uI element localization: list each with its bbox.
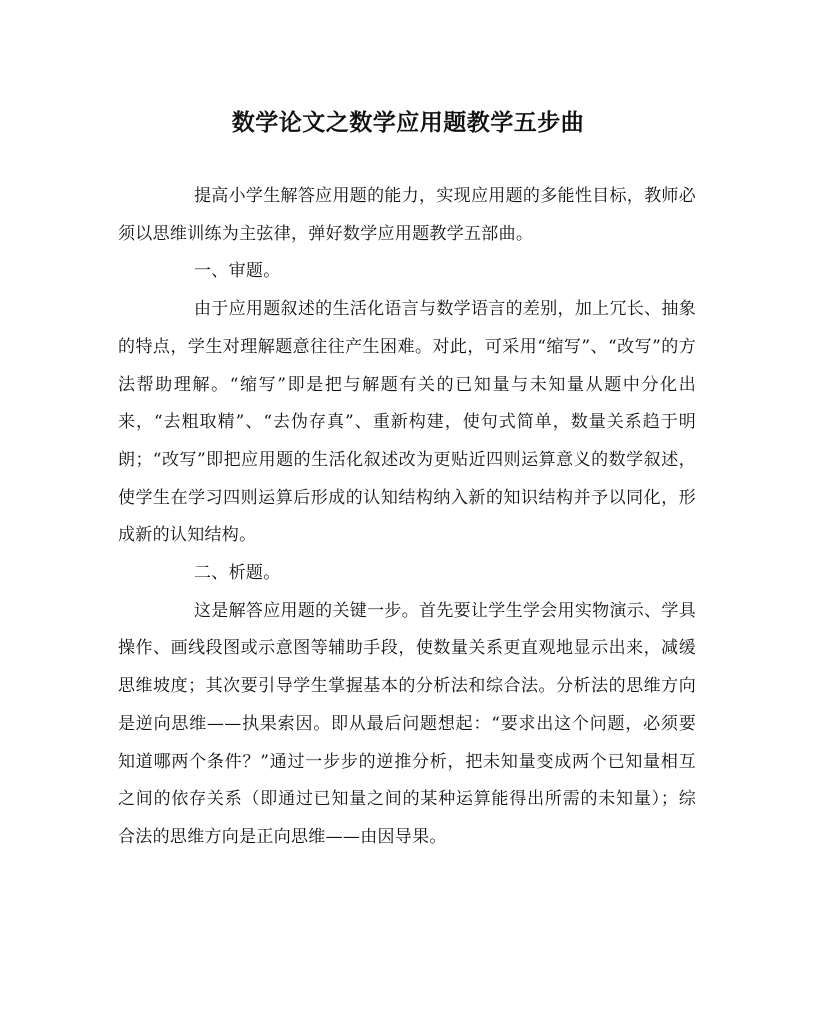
- section-heading-xiti: 二、析题。: [194, 563, 281, 584]
- document-title: 数学论文之数学应用题教学五步曲: [231, 110, 585, 136]
- intro-paragraph: 提高小学生解答应用题的能力，实现应用题的多能性目标，教师必须以思维训练为主弦律，弹好数学应用题教学五部曲。: [118, 186, 696, 244]
- section-heading-shenti: 一、审题。: [194, 261, 281, 282]
- section-paragraph-xiti: 这是解答应用题的关键一步。首先要让学生学会用实物演示、学具操作、画线段图或示意图等辅助手段，使数量关系更直观地显示出来，减缓思维坡度；其次要引导学生掌握基本的分析法和综合法。分析法的思维方向是逆向思维——执果索因。即从最后问题想起：“要求出这个问题，必须要知道哪两个条件？”通过一步步的逆推分析，把未知量变成两个已知量相互之间的依存关系（即通过已知量之间的某种运算能得出所需的未知量）；综合法的思维方向是正向思维——由因导果。: [118, 600, 696, 847]
- document-body: [118, 178, 696, 857]
- section-paragraph-shenti: 由于应用题叙述的生活化语言与数学语言的差别，加上冗长、抽象的特点，学生对理解题意往往产生困难。对此，可采用“缩写”、“改写”的方法帮助理解。“缩写”即是把与解题有关的已知量与未知量从题中分化出来，“去粗取精”、“去伪存真”、重新构建，使句式简单，数量关系趋于明朗；“改写”即把应用题的生活化叙述改为更贴近四则运算意义的数学叙述，使学生在学习四则运算后形成的认知结构纳入新的知识结构并予以同化，形成新的认知结构。: [118, 299, 696, 546]
